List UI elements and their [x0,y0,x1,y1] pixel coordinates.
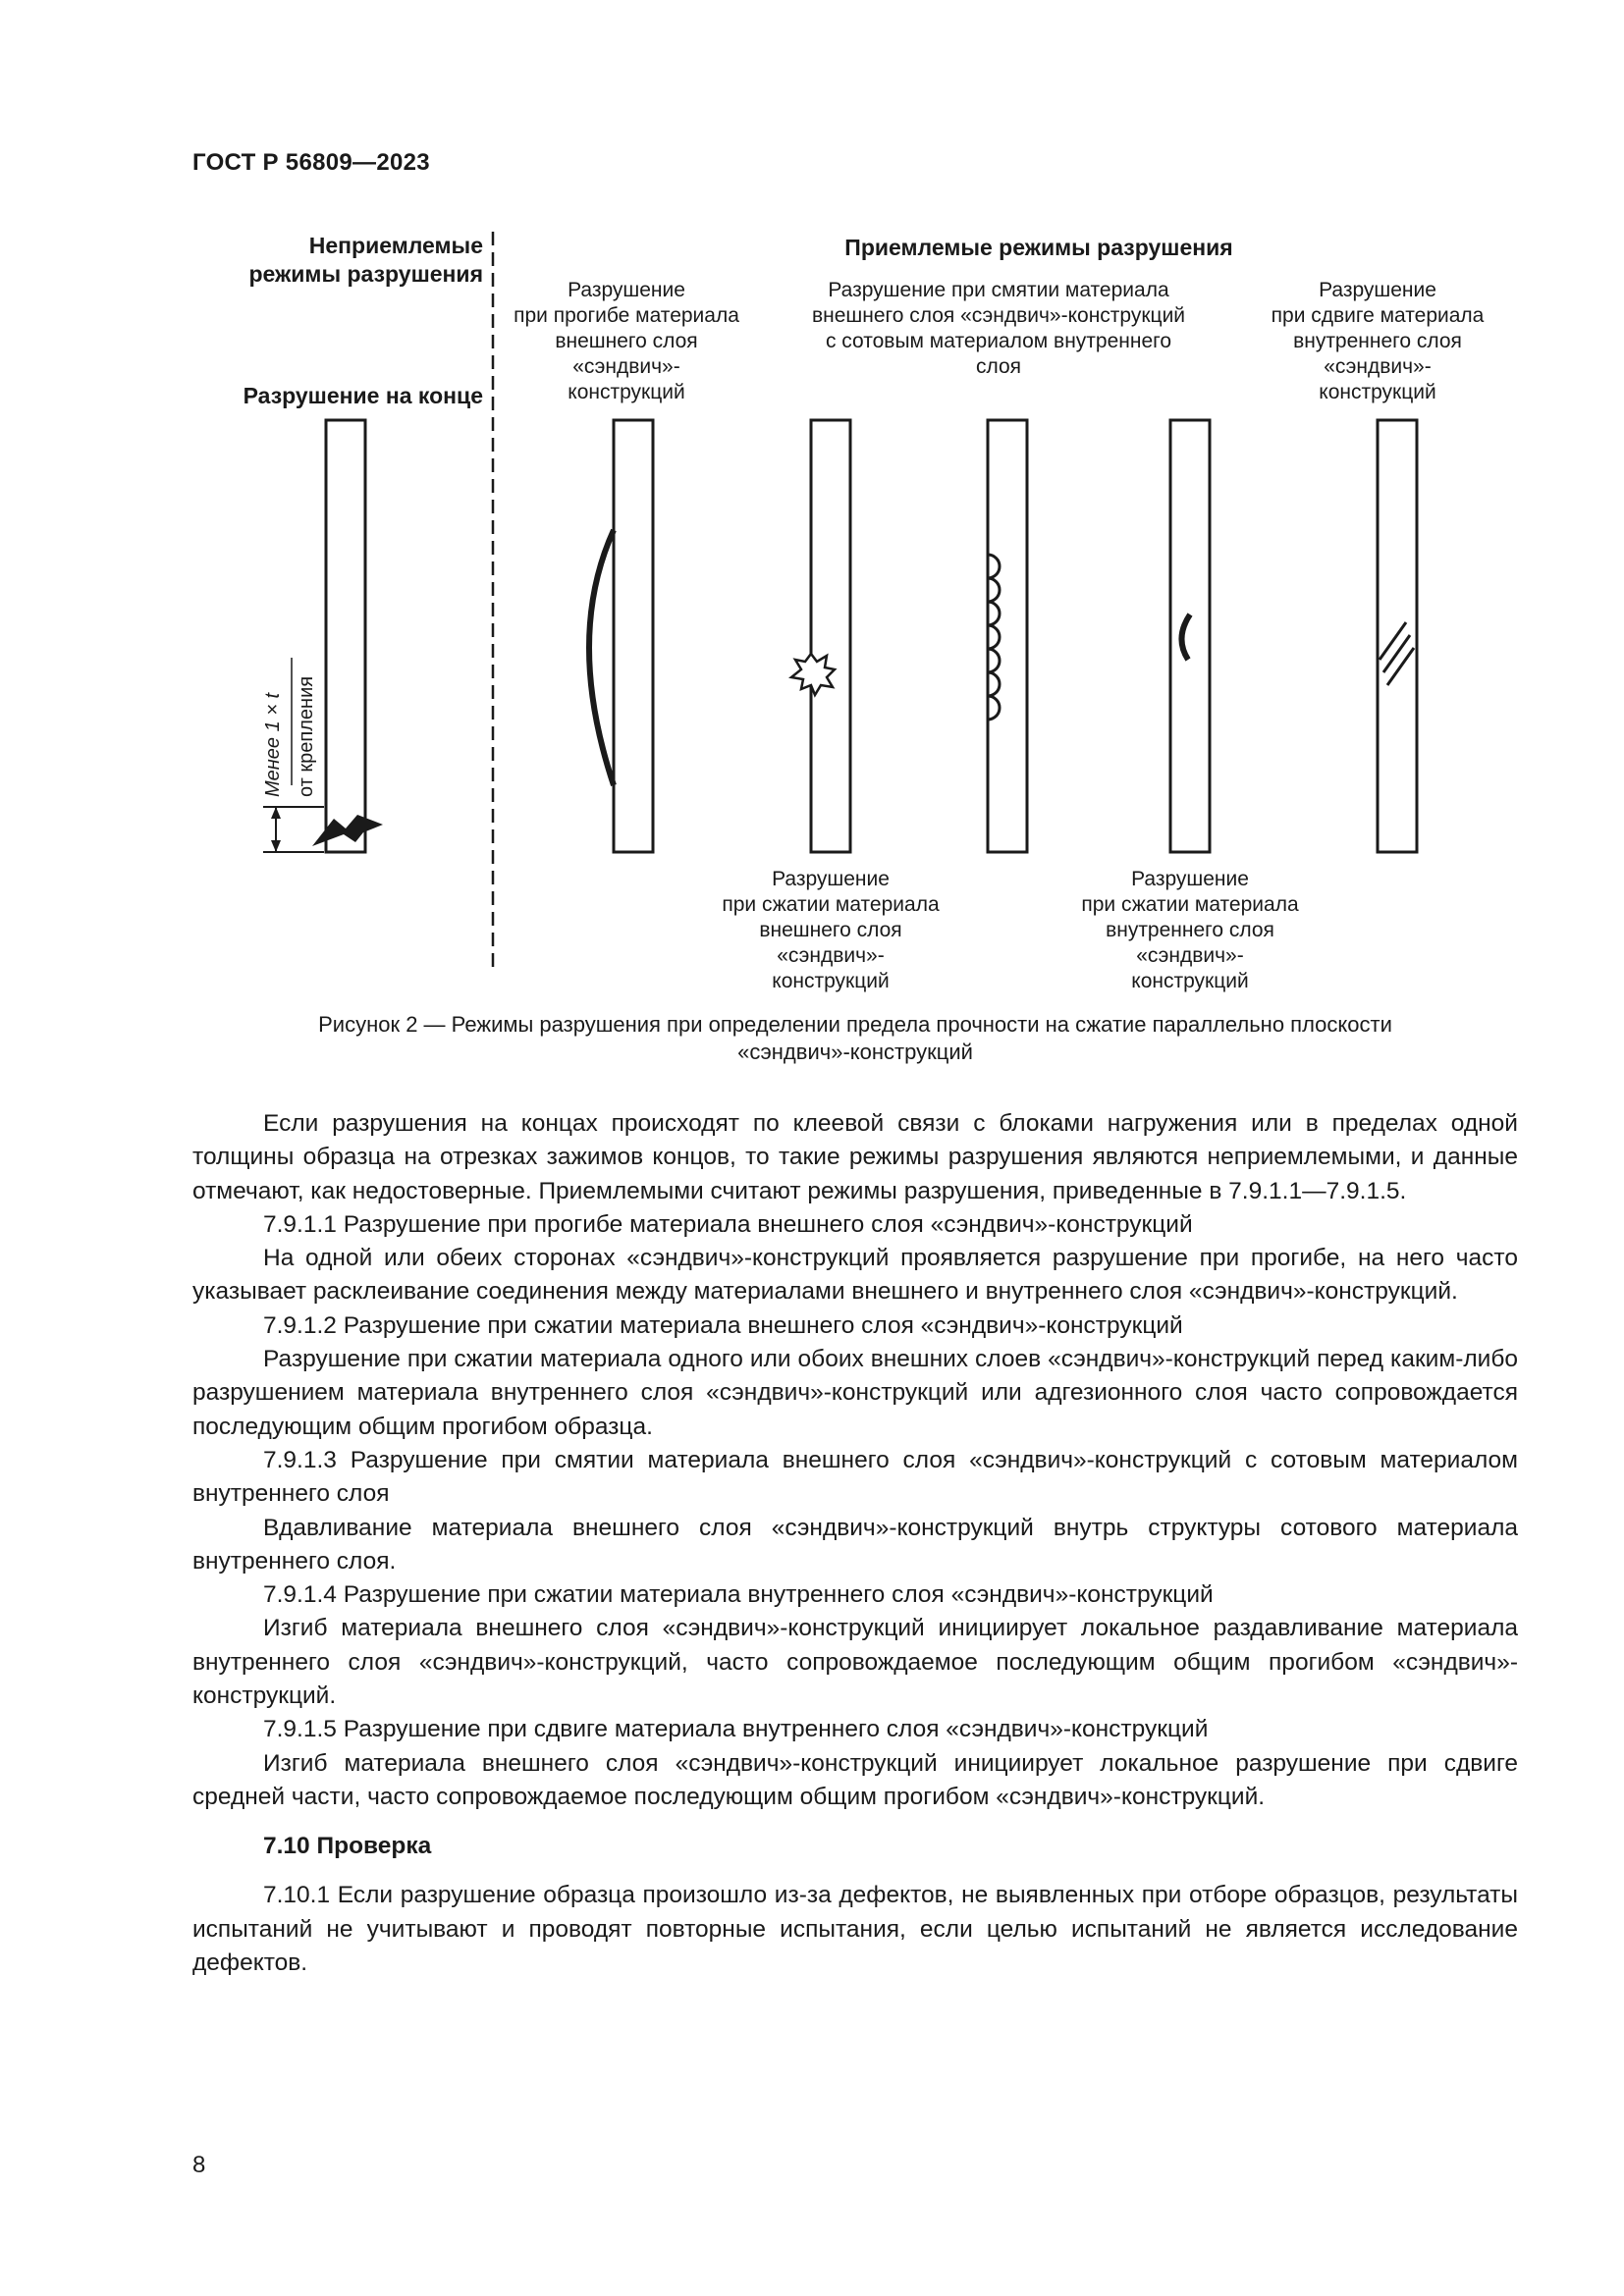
svg-text:Разрушение: Разрушение [1319,279,1436,301]
page-number: 8 [192,2152,206,2178]
section-7-10-heading: 7.10 Проверка [263,1833,432,1860]
mode-bottom-1-label [722,868,940,992]
dimension-label-2: от крепления [296,675,317,797]
fracture-icon [312,815,383,846]
clause-7-9-1-4-title: 7.9.1.4 Разрушение при сжатии материала внутреннего слоя «сэндвич»-конструкций [263,1581,1214,1609]
svg-text:при прогибе материала: при прогибе материала [514,304,739,327]
body-text [192,1107,1518,1980]
mode-top-3-label [1272,279,1485,403]
svg-text:«сэндвич»-: «сэндвич»- [1324,355,1432,378]
specimen-face-compression [791,420,850,852]
clause-7-9-1-5-title: 7.9.1.5 Разрушение при сдвиге материала внутреннего слоя «сэндвич»-конструкций [263,1716,1209,1743]
specimen-buckling [589,420,653,852]
mode-top-2-label [812,279,1185,378]
paragraph-intro: Если разрушения на концах происходят по клеевой связи с блоками нагружения или в пределах одной толщины образца на отрезках зажимов концов, то такие режимы разрушения являются неприемлемыми, и данные отмечают, как недостоверные. Приемлемыми считают режимы разрушения, приведенные в 7.9.1.1—7.9.1.5. [192,1110,1518,1204]
svg-text:с сотовым материалом внутренне: с сотовым материалом внутреннего [825,330,1172,352]
specimen-end-failure [262,420,383,852]
right-heading: Приемлемые режимы разрушения [844,235,1233,260]
clause-7-9-1-4-text: Изгиб материала внешнего слоя «сэндвич»-конструкций инициирует локальное раздавливание материала внутреннего слоя «сэндвич»-конструкций, часто сопровождаемое последующим общим прогибом «сэндвич»-конструкций. [192,1615,1518,1710]
svg-text:Разрушение при смятии материал: Разрушение при смятии материала [828,279,1169,301]
clause-7-9-1-1-title: 7.9.1.1 Разрушение при прогибе материала внешнего слоя «сэндвич»-конструкций [263,1210,1193,1238]
burst-icon [791,654,835,695]
figure-caption-line-1: Рисунок 2 — Режимы разрушения при определении предела прочности на сжатие параллельно плоскости [318,1012,1392,1037]
svg-text:«сэндвич»-: «сэндвич»- [1136,944,1244,967]
clause-7-9-1-1-text: На одной или обеих сторонах «сэндвич»-конструкций проявляется разрушение при прогибе, на него часто указывает расклеивание соединения между материалами внешнего и внутреннего слоя «сэндвич»-конструкций. [192,1245,1518,1306]
clause-7-9-1-3-text: Вдавливание материала внешнего слоя «сэндвич»-конструкций внутрь структуры сотового материала внутреннего слоя. [192,1514,1518,1575]
clause-7-9-1-5-text: Изгиб материала внешнего слоя «сэндвич»-конструкций инициирует локальное разрушение при сдвиге средней части, часто сопровождаемое последующим общим прогибом «сэндвич»-конструкций. [192,1749,1518,1810]
specimen-core-shear [1378,420,1417,852]
mode-bottom-2-label [1081,868,1299,992]
svg-text:при сжатии материала: при сжатии материала [1081,893,1299,916]
svg-text:конструкций: конструкций [568,381,685,403]
clause-7-10-1-text: 7.10.1 Если разрушение образца произошло из-за дефектов, не выявленных при отборе образцов, результаты испытаний не учитывают и проводят повторные испытания, если целью испытаний не является исследование дефектов. [192,1882,1518,1976]
end-failure-label: Разрушение на конце [243,383,483,408]
clause-7-9-1-2-title: 7.9.1.2 Разрушение при сжатии материала внешнего слоя «сэндвич»-конструкций [263,1311,1183,1339]
svg-text:внешнего слоя «сэндвич»-констр: внешнего слоя «сэндвич»-конструкций [811,304,1186,327]
failure-modes-figure [0,0,1624,1011]
clause-7-9-1-2-text: Разрушение при сжатии материала одного или обоих внешних слоев «сэндвич»-конструкций перед каким-либо разрушением материала внутреннего слоя «сэндвич»-конструкций или адгезионного слоя часто сопровождается последующим общим прогибом образца. [192,1346,1518,1440]
svg-text:Разрушение: Разрушение [772,868,890,890]
svg-text:внешнего слоя: внешнего слоя [555,330,698,352]
specimen-dimpling [988,420,1027,852]
dimension-label-1: Менее 1 × t [262,692,284,797]
svg-text:«сэндвич»-: «сэндвич»- [777,944,885,967]
svg-text:внутреннего слоя: внутреннего слоя [1293,330,1462,352]
svg-text:внешнего слоя: внешнего слоя [759,919,902,941]
specimen-core-compression [1170,420,1210,852]
svg-text:конструкций: конструкций [1319,381,1436,403]
svg-text:слоя: слоя [975,355,1022,378]
document-header: ГОСТ Р 56809—2023 [192,149,430,176]
svg-text:при сжатии материала: при сжатии материала [722,893,940,916]
mode-top-1-label [514,279,739,403]
svg-text:конструкций: конструкций [772,970,890,992]
svg-text:внутреннего слоя: внутреннего слоя [1106,919,1274,941]
svg-text:конструкций: конструкций [1131,970,1249,992]
svg-text:Разрушение: Разрушение [568,279,685,301]
figure-caption [192,1011,1518,1066]
left-heading-line-2: режимы разрушения [248,261,483,287]
svg-text:Разрушение: Разрушение [1131,868,1249,890]
clause-7-9-1-3-title: 7.9.1.3 Разрушение при смятии материала внешнего слоя «сэндвич»-конструкций с сотовым материалом внутреннего слоя [192,1446,1518,1508]
left-heading-line-1: Неприемлемые [308,233,483,258]
figure-caption-line-2: «сэндвич»-конструкций [737,1040,973,1064]
svg-text:при сдвиге материала: при сдвиге материала [1271,304,1485,327]
svg-text:«сэндвич»-: «сэндвич»- [572,355,680,378]
